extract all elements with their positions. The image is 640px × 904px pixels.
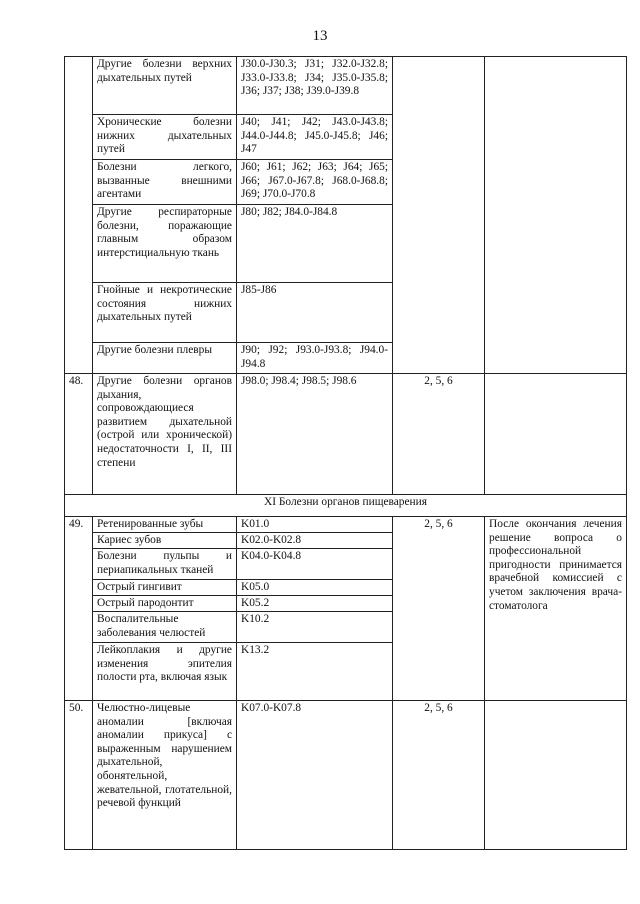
criteria-cell: 2, 5, 6 xyxy=(393,374,485,495)
note-cell-empty xyxy=(485,374,627,495)
table-row-48 xyxy=(65,374,627,495)
codes-cell: K01.0 xyxy=(237,517,393,533)
section-title: XI Болезни органов пищеварения xyxy=(65,495,627,517)
note-cell-empty xyxy=(485,57,627,374)
codes-cell: K05.2 xyxy=(237,596,393,612)
codes-cell: J98.0; J98.4; J98.5; J98.6 xyxy=(237,374,393,495)
disease-cell: Другие болезни органов дыхания, сопровождающиеся развитием дыхательной (острой или хронической) недостаточности I, II, III степени xyxy=(93,374,237,495)
table-row-49 xyxy=(65,517,627,533)
table-row-50 xyxy=(65,701,627,850)
codes-cell: K05.0 xyxy=(237,580,393,596)
disease-cell: Челюстно-лицевые аномалии [включая аномалии прикуса] с выраженным нарушением дыхательной, обонятельной, жевательной, глотательной, речевой функций xyxy=(93,701,237,850)
disease-cell: Ретенированные зубы xyxy=(93,517,237,533)
page-number: 13 xyxy=(312,28,328,44)
row-number: 50. xyxy=(65,701,93,850)
codes-cell: J60; J61; J62; J63; J64; J65; J66; J67.0-J67.8; J68.0-J68.8; J69; J70.0-J70.8 xyxy=(237,160,393,205)
codes-cell: K04.0-K04.8 xyxy=(237,549,393,580)
disease-cell: Острый гингивит xyxy=(93,580,237,596)
disease-cell: Хронические болезни нижних дыхательных путей xyxy=(93,115,237,160)
note-cell: После окончания лечения решение вопроса о профессиональной пригодности принимается врачебной комиссией с учетом заключения врача-стоматолога xyxy=(485,517,627,701)
num-cell-empty xyxy=(65,57,93,374)
section-header-row xyxy=(65,495,627,517)
disease-cell: Воспалительные заболевания челюстей xyxy=(93,612,237,643)
codes-cell: J85-J86 xyxy=(237,283,393,343)
criteria-cell-empty xyxy=(393,57,485,374)
disease-cell: Болезни легкого, вызванные внешними агентами xyxy=(93,160,237,205)
codes-cell: K07.0-K07.8 xyxy=(237,701,393,850)
codes-cell: K10.2 xyxy=(237,612,393,643)
codes-cell: J40; J41; J42; J43.0-J43.8; J44.0-J44.8; J45.0-J45.8; J46; J47 xyxy=(237,115,393,160)
disease-table xyxy=(64,56,627,850)
note-cell-empty xyxy=(485,701,627,850)
disease-cell: Другие болезни верхних дыхательных путей xyxy=(93,57,237,115)
criteria-cell: 2, 5, 6 xyxy=(393,517,485,701)
codes-cell: J80; J82; J84.0-J84.8 xyxy=(237,205,393,283)
disease-cell: Болезни пульпы и периапикальных тканей xyxy=(93,549,237,580)
disease-cell: Другие респираторные болезни, поражающие главным образом интерстициальную ткань xyxy=(93,205,237,283)
codes-cell: K02.0-K02.8 xyxy=(237,533,393,549)
row-number: 49. xyxy=(65,517,93,701)
codes-cell: J90; J92; J93.0-J93.8; J94.0-J94.8 xyxy=(237,343,393,374)
disease-cell: Кариес зубов xyxy=(93,533,237,549)
disease-cell: Другие болезни плевры xyxy=(93,343,237,374)
codes-cell: K13.2 xyxy=(237,643,393,701)
row-number: 48. xyxy=(65,374,93,495)
codes-cell: J30.0-J30.3; J31; J32.0-J32.8; J33.0-J33.8; J34; J35.0-J35.8; J36; J37; J38; J39.0-J39.8 xyxy=(237,57,393,115)
disease-cell: Острый пародонтит xyxy=(93,596,237,612)
table-row xyxy=(65,57,627,115)
disease-cell: Лейкоплакия и другие изменения эпителия полости рта, включая язык xyxy=(93,643,237,701)
criteria-cell: 2, 5, 6 xyxy=(393,701,485,850)
disease-cell: Гнойные и некротические состояния нижних дыхательных путей xyxy=(93,283,237,343)
